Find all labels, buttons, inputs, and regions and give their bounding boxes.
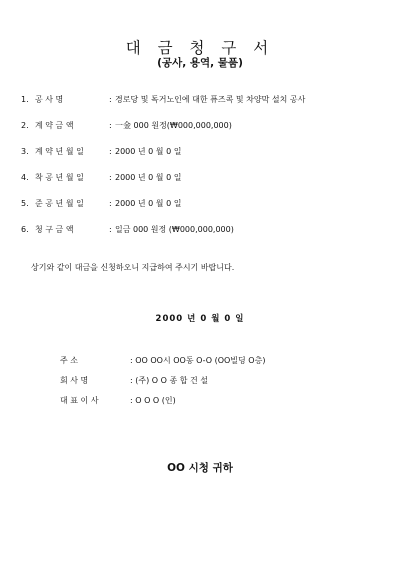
item-label: 계 약 년 월 일	[35, 147, 84, 156]
sender-value: O O O (인)	[135, 396, 176, 405]
item-colon: :	[109, 95, 112, 104]
item-colon: :	[109, 199, 112, 208]
item-colon: :	[109, 121, 112, 130]
sender-value: (주) O O 종 합 건 설	[135, 376, 208, 385]
item-label: 공 사 명	[35, 95, 64, 104]
item-project-name	[21, 94, 305, 106]
item-value: 경로당 및 독거노인에 대한 퓨즈콕 및 차양막 설치 공사	[115, 95, 306, 104]
sender-label: 회 사 명	[60, 376, 89, 385]
item-contract-amount	[21, 120, 232, 132]
item-start-date	[21, 172, 181, 184]
item-claim-amount	[21, 224, 234, 236]
item-value: 2000 년 0 월 0 일	[115, 147, 182, 156]
item-number: 5.	[21, 199, 29, 208]
item-colon: :	[109, 147, 112, 156]
sender-label: 대 표 이 사	[60, 396, 99, 405]
item-value: 2000 년 0 월 0 일	[115, 199, 182, 208]
item-number: 4.	[21, 173, 29, 182]
sender-colon: :	[130, 376, 136, 385]
item-number: 2.	[21, 121, 29, 130]
sender-label: 주 소	[60, 356, 78, 365]
item-number: 3.	[21, 147, 29, 156]
item-label: 계 약 금 액	[35, 121, 74, 130]
item-value: 2000 년 0 월 0 일	[115, 173, 182, 182]
item-contract-date	[21, 146, 181, 158]
sender-value: OO OO시 OO동 O-O (OO빌딩 O층)	[135, 356, 266, 365]
item-label: 착 공 년 월 일	[35, 173, 84, 182]
item-label: 청 구 금 액	[35, 225, 74, 234]
sender-colon: :	[130, 356, 136, 365]
sender-address	[60, 355, 265, 367]
sender-ceo	[60, 395, 176, 407]
item-number: 1.	[21, 95, 29, 104]
item-colon: :	[109, 173, 112, 182]
request-statement: 상기와 같이 대금을 신청하오니 지급하여 주시기 바랍니다.	[31, 263, 235, 272]
document-subtitle: (공사, 용역, 물품)	[157, 57, 243, 69]
sender-colon: :	[130, 396, 136, 405]
item-completion-date	[21, 198, 181, 210]
sender-company	[60, 375, 208, 387]
document-title: 대 금 청 구 서	[125, 39, 275, 57]
item-value: 일금 000 원정 (₩000,000,000)	[115, 225, 234, 234]
item-colon: :	[109, 225, 112, 234]
item-value: 一金 000 원정(₩000,000,000)	[115, 121, 232, 130]
issue-date: 2000 년 0 월 0 일	[155, 314, 245, 324]
item-number: 6.	[21, 225, 29, 234]
item-label: 준 공 년 월 일	[35, 199, 84, 208]
recipient: OO 시청 귀하	[167, 462, 233, 474]
